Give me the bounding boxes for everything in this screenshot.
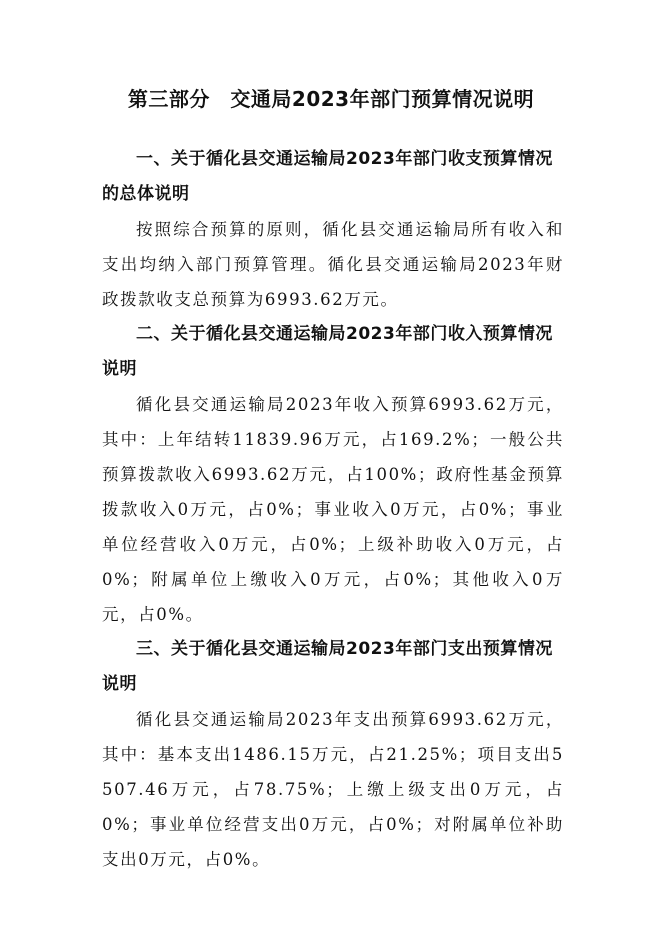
- page-title: 第三部分 交通局2023年部门预算情况说明: [127, 87, 535, 111]
- section-heading: 二、关于循化县交通运输局2023年部门收入预算情况说明: [102, 324, 553, 379]
- document-body: [102, 142, 564, 877]
- section-paragraph: 按照综合预算的原则，循化县交通运输局所有收入和支出均纳入部门预算管理。循化县交通运输局2023年财政拨款收支总预算为6993.62万元。: [102, 220, 564, 309]
- section-expenditure: [102, 632, 564, 877]
- section-income: [102, 317, 564, 632]
- section-heading: 一、关于循化县交通运输局2023年部门收支预算情况的总体说明: [102, 149, 553, 204]
- section-heading: 三、关于循化县交通运输局2023年部门支出预算情况说明: [102, 639, 553, 694]
- section-overall: [102, 142, 564, 317]
- section-paragraph: 循化县交通运输局2023年支出预算6993.62万元，其中：基本支出1486.15万元，占21.25%；项目支出5507.46万元，占78.75%；上缴上级支出0万元，占0%；事业单位经营支出0万元，占0%；对附属单位补助支出0万元，占0%。: [102, 710, 564, 869]
- section-paragraph: 循化县交通运输局2023年收入预算6993.62万元，其中：上年结转11839.96万元，占169.2%；一般公共预算拨款收入6993.62万元，占100%；政府性基金预算拨款收入0万元，占0%；事业收入0万元，占0%；事业单位经营收入0万元，占0%；上级补助收入0万元，占0%；附属单位上缴收入0万元，占0%；其他收入0万元，占0%。: [102, 395, 564, 624]
